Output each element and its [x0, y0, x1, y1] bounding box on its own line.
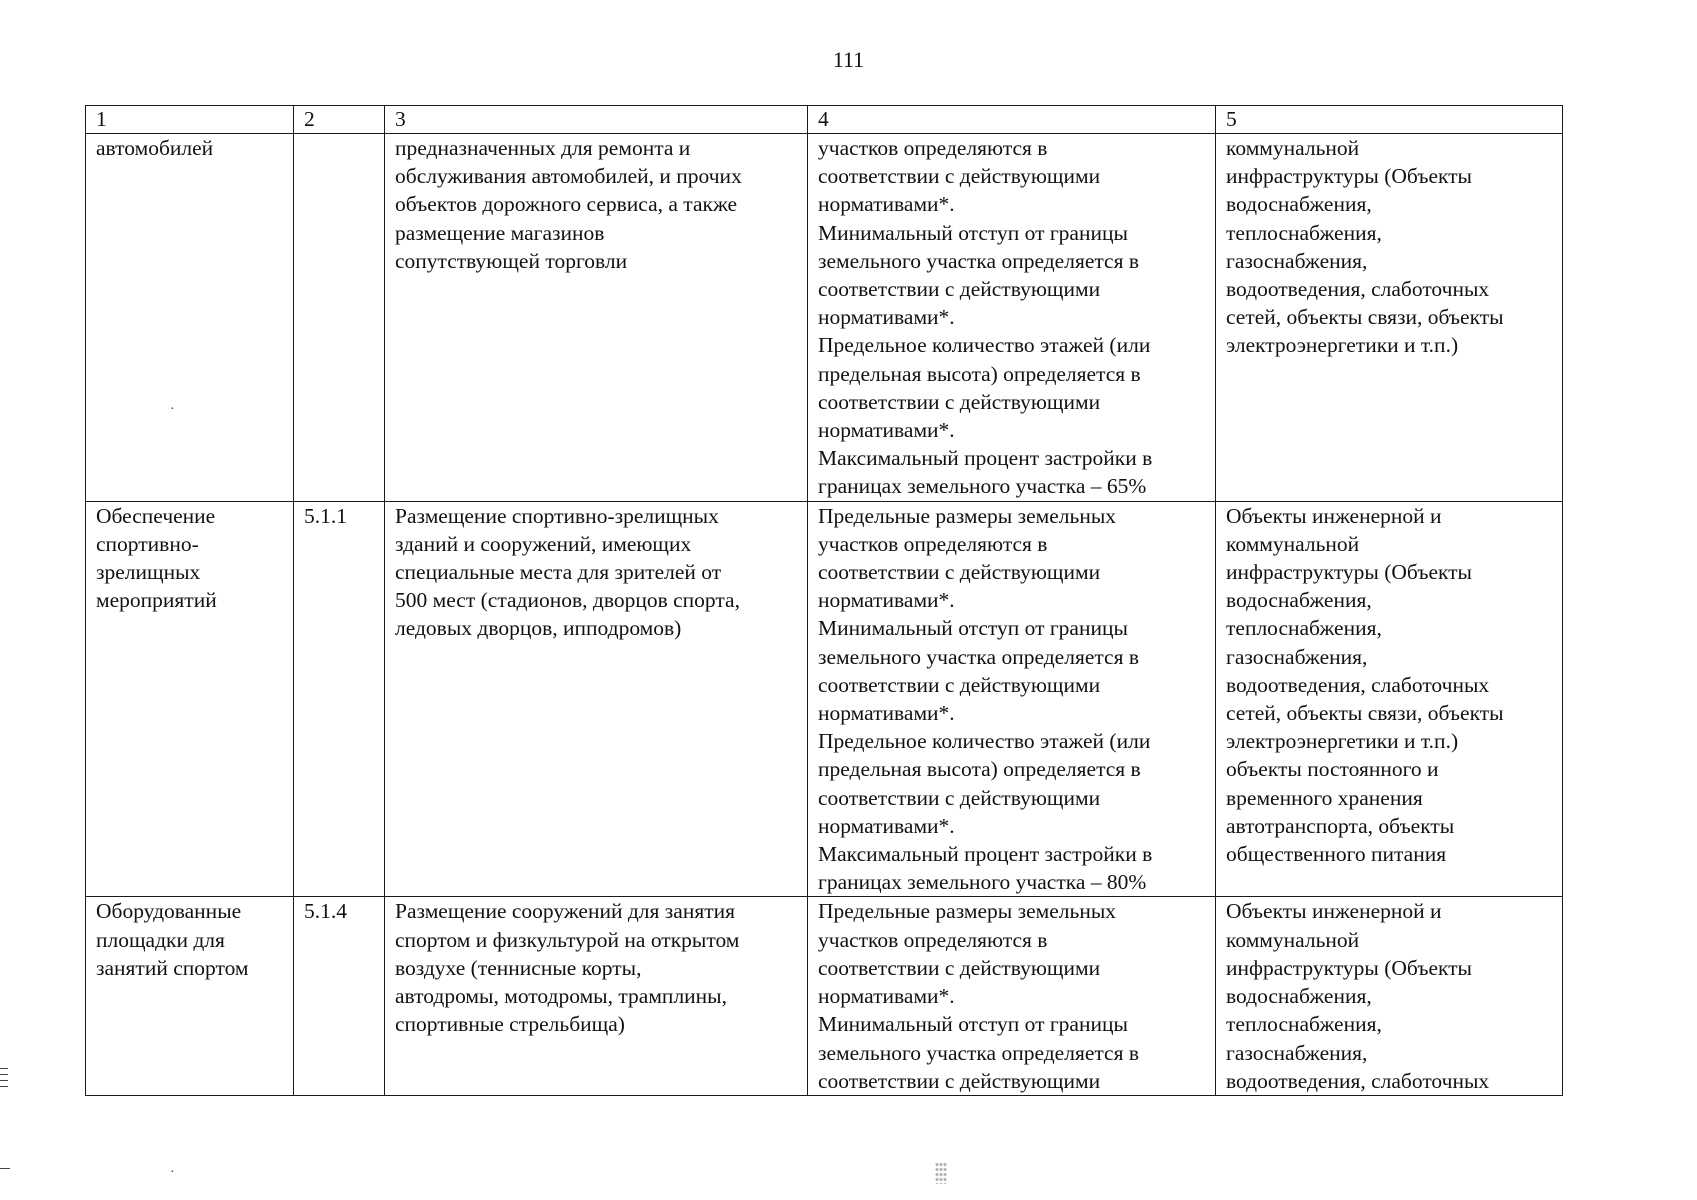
table-row: [86, 897, 1563, 1095]
cell-code: [294, 897, 385, 1095]
margin-tick-mark: [0, 1168, 10, 1169]
cell-name-text: автомобилей: [96, 136, 214, 160]
table-header-row: [86, 106, 1563, 134]
cell-auxiliary: [1216, 134, 1563, 502]
header-cell-1: 1: [86, 106, 294, 134]
margin-binding-marks: [0, 1068, 8, 1092]
margin-line: [0, 1068, 8, 1069]
table-row: [86, 134, 1563, 502]
cell-auxiliary-text: коммунальной инфраструктуры (Объекты водоснабжения, теплоснабжения, газоснабжения, водоотведения, слаботочных сетей, объекты связи, объекты электроэнергетики и т.п.): [1226, 136, 1504, 358]
scan-dot-mark: ·: [170, 1165, 175, 1180]
cell-parameters: [808, 501, 1216, 897]
scan-speck-mark: [935, 1162, 947, 1184]
cell-auxiliary: [1216, 897, 1563, 1095]
cell-code-text: 5.1.1: [304, 503, 347, 528]
cell-name-text: Оборудованные площадки для занятий спортом: [96, 899, 249, 980]
header-cell-5: 5: [1216, 106, 1563, 134]
header-cell-4: 4: [808, 106, 1216, 134]
cell-name: [86, 134, 294, 502]
cell-description: [385, 134, 808, 502]
cell-name: [86, 897, 294, 1095]
cell-parameters-text: участков определяются в соответствии с действующими нормативами*. Минимальный отступ от границы земельного участка определяется в соответствии с действующими нормативами*. Предельное количество этажей (или предельная высота) определяется в соответствии с действующими нормативами*. Максимальный процент застройки в границах земельного участка – 65%: [818, 136, 1153, 499]
cell-parameters: [808, 897, 1216, 1095]
cell-auxiliary-text: Объекты инженерной и коммунальной инфраструктуры (Объекты водоснабжения, теплоснабжения, газоснабжения, водоотведения, слаботочных: [1226, 899, 1490, 1093]
page-number: 111: [832, 47, 865, 72]
margin-line: [0, 1080, 8, 1081]
cell-auxiliary: [1216, 501, 1563, 897]
table-row: [86, 501, 1563, 897]
cell-description: [385, 501, 808, 897]
scan-dot-mark: ·: [170, 402, 175, 417]
cell-auxiliary-text: Объекты инженерной и коммунальной инфраструктуры (Объекты водоснабжения, теплоснабжения, газоснабжения, водоотведения, слаботочных сетей, объекты связи, объекты электроэнергетики и т.п.) объекты постоянного и временного хранения автотранспорта, объекты общественного питания: [1226, 503, 1504, 867]
margin-line: [0, 1074, 8, 1075]
land-use-table: [85, 105, 1563, 1096]
cell-code-text: 5.1.4: [304, 899, 347, 924]
cell-parameters-text: Предельные размеры земельных участков определяются в соответствии с действующими нормативами*. Минимальный отступ от границы земельного участка определяется в соответствии с действующими: [818, 899, 1139, 1093]
cell-description: [385, 897, 808, 1095]
header-cell-2: 2: [294, 106, 385, 134]
cell-description-text: Размещение спортивно-зрелищных зданий и сооружений, имеющих специальные места для зрителей от 500 мест (стадионов, дворцов спорта, ледовых дворцов, ипподромов): [395, 503, 740, 641]
cell-parameters: [808, 134, 1216, 502]
cell-code: [294, 134, 385, 502]
cell-code: [294, 501, 385, 897]
cell-name: [86, 501, 294, 897]
cell-description-text: предназначенных для ремонта и обслуживания автомобилей, и прочих объектов дорожного сервиса, а также размещение магазинов сопутствующей торговли: [395, 136, 742, 273]
cell-name-text: Обеспечение спортивно- зрелищных мероприятий: [96, 503, 217, 613]
cell-parameters-text: Предельные размеры земельных участков определяются в соответствии с действующими нормативами*. Минимальный отступ от границы земельного участка определяется в соответствии с действующими нормативами*. Предельное количество этажей (или предельная высота) определяется в соответствии с действующими нормативами*. Максимальный процент застройки в границах земельного участка – 80%: [818, 503, 1153, 895]
cell-description-text: Размещение сооружений для занятия спортом и физкультурой на открытом воздухе (теннисные корты, автодромы, мотодромы, трамплины, спортивные стрельбища): [395, 899, 740, 1037]
header-cell-3: 3: [385, 106, 808, 134]
margin-line: [0, 1086, 8, 1087]
